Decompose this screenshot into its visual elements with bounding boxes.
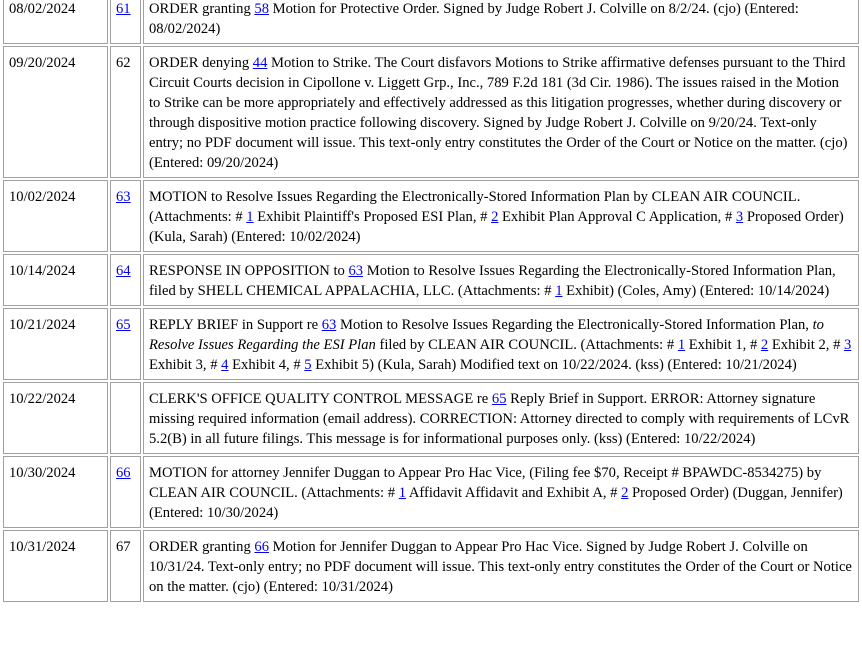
entry-text [143,382,859,454]
attachment-link[interactable]: 2 [621,485,629,501]
entry-text-span: REPLY BRIEF in Support re [149,317,322,333]
entry-text-span: ORDER granting [149,539,255,555]
entry-number-cell [110,180,141,252]
docket-row [3,308,859,380]
entry-text-span: Motion for Protective Order. Signed by Judge Robert J. Colville on 8/2/24. (cjo) (Entered: 08/02/2024) [149,1,799,37]
attachment-link[interactable]: 1 [246,209,254,225]
docket-row [3,382,859,454]
attachment-link[interactable]: 5 [304,357,312,373]
entry-text-span: Proposed Order) (Kula, Sarah) (Entered: 10/02/2024) [149,209,844,245]
entry-text-span: ORDER denying [149,55,253,71]
entry-text-span: Exhibit Plaintiff's Proposed ESI Plan, # [253,209,492,225]
entry-text-span: Reply Brief in Support. ERROR: Attorney signature missing required information (email address). CORRECTION: Attorney directed to comply with requirements of LCvR 5.2(B) in all future filings. This message is for informational purposes only. (kss) (Entered: 10/22/2024) [149,391,850,447]
entry-text-span: Affidavit Affidavit and Exhibit A, # [406,485,622,501]
entry-number-link[interactable]: 61 [116,1,131,17]
entry-text-span: Motion to Resolve Issues Regarding the Electronically-Stored Information Plan, [336,317,813,333]
entry-number-link[interactable]: 63 [116,189,131,205]
entry-text-span: Exhibit) (Coles, Amy) (Entered: 10/14/2024) [562,283,830,299]
entry-text-span: Exhibit 5) (Kula, Sarah) Modified text on 10/22/2024. (kss) (Entered: 10/21/2024) [311,357,797,373]
entry-text [143,46,859,178]
entry-date: 10/21/2024 [3,308,108,380]
entry-text [143,180,859,252]
attachment-link[interactable]: 3 [844,337,852,353]
entry-number [110,382,141,454]
document-link[interactable]: 44 [252,55,268,71]
attachment-link[interactable]: 2 [760,337,769,353]
docket-row [3,0,859,44]
entry-text [143,308,859,380]
entry-text-italic: to Resolve Issues Regarding the ESI Plan [149,317,824,353]
docket-row [3,254,859,306]
entry-date: 10/22/2024 [3,382,108,454]
entry-date: 09/20/2024 [3,46,108,178]
attachment-link[interactable]: 2 [491,209,499,225]
attachment-link[interactable]: 1 [677,337,686,353]
entry-text-span: Proposed Order) (Duggan, Jennifer) (Entered: 10/30/2024) [149,485,843,521]
entry-number-cell [110,0,141,44]
entry-text-span: RESPONSE IN OPPOSITION to [149,263,349,279]
entry-text-span: MOTION to Resolve Issues Regarding the Electronically-Stored Information Plan by CLEAN AIR COUNCIL. (Attachments: # [149,189,801,225]
attachment-link[interactable]: 4 [221,357,229,373]
docket-row [3,180,859,252]
entry-date: 10/14/2024 [3,254,108,306]
document-link[interactable]: 58 [254,1,269,17]
entry-date: 08/02/2024 [3,0,108,44]
document-link[interactable]: 66 [254,539,269,555]
entry-number-cell [110,308,141,380]
entry-number-link[interactable]: 66 [116,465,131,481]
entry-text [143,456,859,528]
entry-text-span: filed by CLEAN AIR COUNCIL. (Attachments: # [375,337,678,353]
entry-text [143,254,859,306]
entry-text-span: Exhibit 2, # [768,337,845,353]
entry-date: 10/31/2024 [3,530,108,602]
entry-text-span: ORDER granting [149,1,255,17]
entry-number-link[interactable]: 65 [116,317,131,333]
docket-table [1,0,861,604]
entry-date: 10/02/2024 [3,180,108,252]
attachment-link[interactable]: 1 [398,485,406,501]
entry-text [143,0,859,44]
document-link[interactable]: 63 [321,317,337,333]
entry-number-cell [110,254,141,306]
attachment-link[interactable]: 3 [735,209,744,225]
entry-text [143,530,859,602]
entry-number-cell [110,456,141,528]
docket-row [3,46,859,178]
entry-text-span: CLERK'S OFFICE QUALITY CONTROL MESSAGE re [149,391,492,407]
entry-number: 67 [110,530,141,602]
entry-number: 62 [110,46,141,178]
entry-text-span: Exhibit 3, # [149,357,222,373]
document-link[interactable]: 65 [491,391,507,407]
docket-row [3,530,859,602]
docket-row [3,456,859,528]
entry-text-span: Motion for Jennifer Duggan to Appear Pro Hac Vice. Signed by Judge Robert J. Colville on 10/31/24. Text-only entry; no PDF document will issue. This text-only entry constitutes the Order of the Court or Notice on the matter. (cjo) (Entered: 10/31/2024) [149,539,852,595]
entry-text-span: Motion to Resolve Issues Regarding the Electronically-Stored Information Plan, filed by SHELL CHEMICAL APPALACHIA, LLC. (Attachments: # [149,263,836,299]
attachment-link[interactable]: 1 [555,283,563,299]
entry-date: 10/30/2024 [3,456,108,528]
entry-text-span: Exhibit Plan Approval C Application, # [498,209,736,225]
docket-body [3,0,859,602]
entry-text-span: Motion to Strike. The Court disfavors Motions to Strike affirmative defenses pursuant to the Third Circuit Courts decision in Cipollone v. Liggett Grp., Inc., 789 F.2d 181 (3d Cir. 1986). The issues raised in the Motion to Strike can be more appropriately and effectively addressed as this litigation progresses, whether during discovery or through dispositive motion practice following discovery. Signed by Judge Robert J. Colville on 9/20/24. Text-only entry; no PDF document will issue. This text-only entry constitutes the Order of the Court or Notice on the matter. (cjo) (Entered: 09/20/2024) [149,55,848,171]
entry-text-span: Exhibit 4, # [228,357,305,373]
entry-text-span: Exhibit 1, # [685,337,761,353]
entry-text-span: MOTION for attorney Jennifer Duggan to Appear Pro Hac Vice, (Filing fee $70, Receipt # BPAWDC-8534275) by CLEAN AIR COUNCIL. (Attachments: # [149,465,822,501]
entry-number-link[interactable]: 64 [116,263,131,279]
document-link[interactable]: 63 [348,263,364,279]
